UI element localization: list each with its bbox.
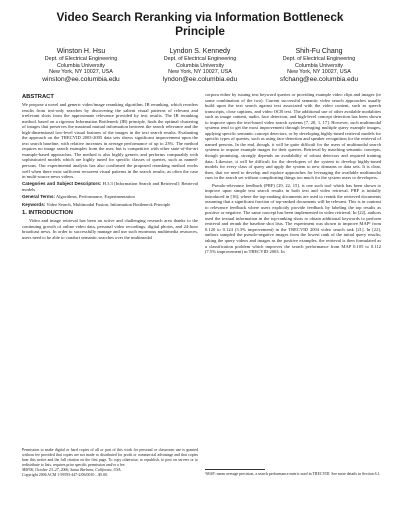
author-university: Columbia University: [295, 62, 343, 69]
author-name: Winston H. Hsu: [56, 48, 106, 55]
author-dept: Dept. of Electrical Engineering: [282, 56, 356, 62]
copyright-line: Copyright 2006 ACM 1-59593-447-2/06/0010 ...$5.00.: [22, 472, 108, 477]
intro-heading: 1. INTRODUCTION: [22, 210, 73, 217]
author-block: [22, 47, 378, 84]
author-dept: Dept. of Electrical Engineering: [44, 56, 118, 62]
categories-paragraph: [22, 181, 198, 192]
author-email: winston@ee.columbia.edu: [42, 75, 120, 83]
author-city: New York, NY 10027, USA: [49, 69, 113, 76]
categories-label: Categories and Subject Descriptors:: [22, 181, 102, 187]
map-footnote: [205, 466, 381, 477]
author-university: Columbia University: [176, 62, 224, 69]
right-column: [205, 92, 381, 256]
author-city: New York, NY 10027, USA: [287, 69, 351, 76]
right-paragraph-1: corpora either by issuing text keyword queries or providing example video clips and images (or some combination of the two). Current successful semantic video search approaches usually build upon the text search against text associated with the video content, such as speech transcripts, close captions, and video OCR text. The additional use of other available modalities such as image content, audio, face detection, and high-level concept detection has been shown to improve upon the text-based video search systems [7, 20, 1, 17]. However, such multimodal systems tend to get the most improvement through leveraging multiple query example images, applying specific semantic concept detectors, or by developing highly-tuned retrieval models for specific types of queries, such as using face detection and speaker recognition for the retrieval of named persons. In the end, though, it will be quite difficult for the users of multimodal search systems to acquire example images for their queries. Retrieval by matching semantic concepts, though promising, strongly depends on availability of robust detectors and required training data. Likewise, it will be difficult for the developers of the system to develop highly-tuned models for every class of query and apply the system to new domains or data sets. It is clear, then, that we need to develop and explore approaches for leveraging the available multimodal cues in the search set without complicating things too much for the system users or developers.: [205, 92, 381, 181]
conference-line: MM'06, October 23–27, 2006, Santa Barbara, California, USA.: [22, 467, 122, 472]
author-name: Shih-Fu Chang: [295, 48, 343, 55]
author-email: lyndon@ee.columbia.edu: [162, 75, 238, 83]
permission-footnote: [22, 448, 198, 477]
author-dept: Dept. of Electrical Engineering: [163, 56, 237, 62]
left-column: [22, 92, 198, 242]
author-name: Lyndon S. Kennedy: [169, 48, 231, 55]
general-terms-paragraph: [22, 194, 198, 200]
paper-title: Video Search Reranking via Information Bottleneck Principle: [56, 10, 344, 38]
intro-text: Video and image retrieval has been an active and challenging research area thanks to the continuing growth of online video data, personal video recordings, digital photos, and 24-hour broadcast news. In order to successfully manage and use such enormous multimedia resources, users need to be able to conduct semantic searches over the multimodal: [22, 218, 198, 240]
permission-text: Permission to make digital or hard copies of all or part of this work for personal or classroom use is granted without fee provided that copies are not made or distributed for profit or commercial advantage and that copies bear this notice and the full citation on the first page. To copy otherwise, to republish, to post on servers or to redistribute to lists, requires prior specific permission and/or a fee.: [22, 448, 198, 467]
keywords-text: Video Search, Multimodal Fusion, Information Bottleneck Principle: [46, 201, 171, 207]
author-city: New York, NY 10027, USA: [168, 69, 232, 76]
abstract-text: We propose a novel and generic video/image reranking algorithm, IB reranking, which reorders results from text-only searches by discovering the salient visual patterns of relevant and irrelevant shots from the approximate relevance provided by text results. The IB reranking method, based on a rigorous Information Bottleneck (IB) principle, finds the optimal clustering of images that preserves the maximal mutual information between the search relevance and the high-dimensional low-level visual features of the images in the text search results. Evaluating the approach on the TRECVID 2003-2005 data sets shows significant improvement upon the text search baseline, with relative increases in average performance of up to 23%. The method requires no image search examples from the user, but is competitive with other state-of-the-art example-based approaches. The method is also highly generic and performs comparably with sophisticated models which are highly tuned for specific classes of queries, such as named-persons. Our experimental analysis has also confirmed the proposed reranking method works well when there exist sufficient recurrent visual patterns in the search results, as often the case in multi-source news videos.: [22, 102, 198, 180]
footnote-rule: [205, 469, 265, 470]
general-terms-text: Algorithms, Performance, Experimentation: [55, 194, 135, 200]
categories-text: H.3.3 [Information Search and Retrieval]: Retrieval models: [22, 181, 199, 192]
footnote-text: ¹MAP: mean average precision, a search performance metric used in TRECVID. See more details in Section 6.1.: [205, 472, 381, 476]
author-email: sfchang@ee.columbia.edu: [279, 75, 359, 83]
keywords-label: Keywords:: [22, 201, 46, 207]
author-1: [22, 47, 140, 84]
right-paragraph-2: Pseudo-relevance feedback (PRF) [29, 22, 15], is one such tool which has been shown to improve upon simple text search results in both text and video retrieval. PRF is initially introduced in [16], where the top-ranking documents are used to rerank the retrieved documents assuming that a significant fraction of top-ranked documents will be relevant. This is in contrast to relevance feedback where users explicitly provide feedback by labeling the top results as positive or negative. The same concept has been implemented in video retrieval. In [22], authors used the textual information in the top-ranking shots to obtain additional keywords to perform retrieval and rerank the baseline shot lists. The experiment was shown to improve MAP¹ from 0.120 to 0.124 (3.3% improvement) in the TRECVID 2004 video search task [21]. In [22], authors sampled the pseudo-negative images from the lowest rank of the initial query results; taking the query videos and images as the positive examples, the retrieval is then formulated as a classification problem which improves the search performance from MAP 0.105 to 0.112 (7.5% improvement) in TRECVID 2003. In: [205, 182, 381, 255]
general-terms-label: General Terms:: [22, 194, 56, 200]
author-2: [141, 47, 259, 84]
keywords-paragraph: [22, 202, 198, 208]
abstract-heading: ABSTRACT: [22, 94, 54, 100]
author-university: Columbia University: [57, 62, 105, 69]
author-3: [260, 47, 378, 84]
